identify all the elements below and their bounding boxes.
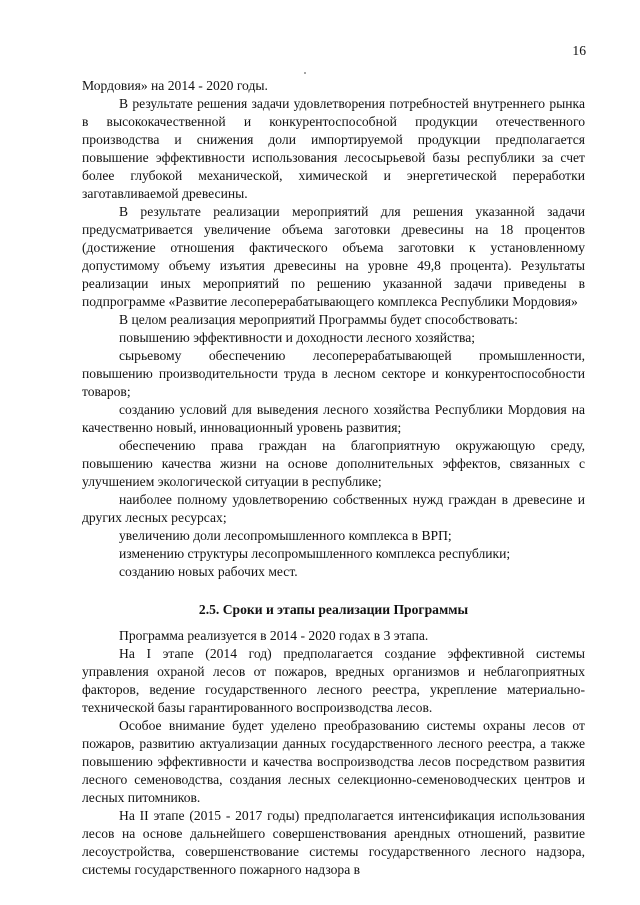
list-item: обеспечению права граждан на благоприятную окружающую среду, повышению качества жизни на основе дополнительных эффектов, связанных с улучшением экологической ситуации в республике; — [82, 438, 585, 489]
list-item: созданию условий для выведения лесного хозяйства Республики Мордовия на качественно новый, инновационный уровень развития; — [82, 402, 585, 435]
list-item: сырьевому обеспечению лесоперерабатывающей промышленности, повышению производительности труда в лесном секторе и конкурентоспособности товаров; — [82, 348, 585, 399]
section-heading: 2.5. Сроки и этапы реализации Программы — [198, 602, 469, 617]
list-item: созданию новых рабочих мест. — [119, 564, 298, 579]
scan-artifact-dot — [304, 72, 306, 74]
paragraph: В результате реализации мероприятий для решения указанной задачи предусматривается увеличение объема заготовки древесины на 18 процентов (достижение отношения фактического объема заготовки к установленному допустимому объему изъятия древесины на уровне 49,8 процента). Результаты реализации иных мероприятий по решению указанной задачи приведены в подпрограмме «Развитие лесоперерабатывающего комплекса Республики Мордовия» — [82, 204, 585, 309]
list-item: повышению эффективности и доходности лесного хозяйства; — [119, 330, 476, 345]
paragraph: На I этапе (2014 год) предполагается создание эффективной системы управления охраной лесов от пожаров, вредных организмов и неблагоприятных факторов, ведение государственного лесного реестра, укрепление материально-технической базы гарантированного воспроизводства лесов. — [82, 646, 585, 715]
paragraph: На II этапе (2015 - 2017 годы) предполагается интенсификация использования лесов на основе дальнейшего совершенствования арендных отношений, развитие лесоустройства, совершенствование системы государственного лесного надзора, системы государственного пожарного надзора в — [82, 808, 585, 877]
paragraph-list-intro: В целом реализация мероприятий Программы будет способствовать: — [119, 312, 518, 327]
list-item: наиболее полному удовлетворению собственных нужд граждан в древесине и других лесных ресурсах; — [82, 492, 585, 525]
list-item: изменению структуры лесопромышленного комплекса республики; — [119, 546, 511, 561]
paragraph-continuation: Мордовия» на 2014 - 2020 годы. — [82, 78, 268, 93]
paragraph: В результате решения задачи удовлетворения потребностей внутреннего рынка в высококачественной и конкурентоспособной продукции отечественного производства и снижения доли импортируемой продукции предполагается повышение эффективности использования лесосырьевой базы республики за счет более глубокой механической, химической и энергетической переработки заготавливаемой древесины. — [82, 96, 585, 201]
paragraph: Особое внимание будет уделено преобразованию системы охраны лесов от пожаров, развитию актуализации данных государственного лесного реестра, а также повышению эффективности и качества воспроизводства лесов посредством развития лесного семеноводства, создания лесных селекционно-семеноводческих центров и лесных питомников. — [82, 718, 585, 805]
paragraph: Программа реализуется в 2014 - 2020 годах в 3 этапа. — [119, 628, 429, 643]
document-body — [82, 77, 585, 879]
list-item: увеличению доли лесопромышленного комплекса в ВРП; — [119, 528, 452, 543]
page-number: 16 — [572, 43, 586, 58]
